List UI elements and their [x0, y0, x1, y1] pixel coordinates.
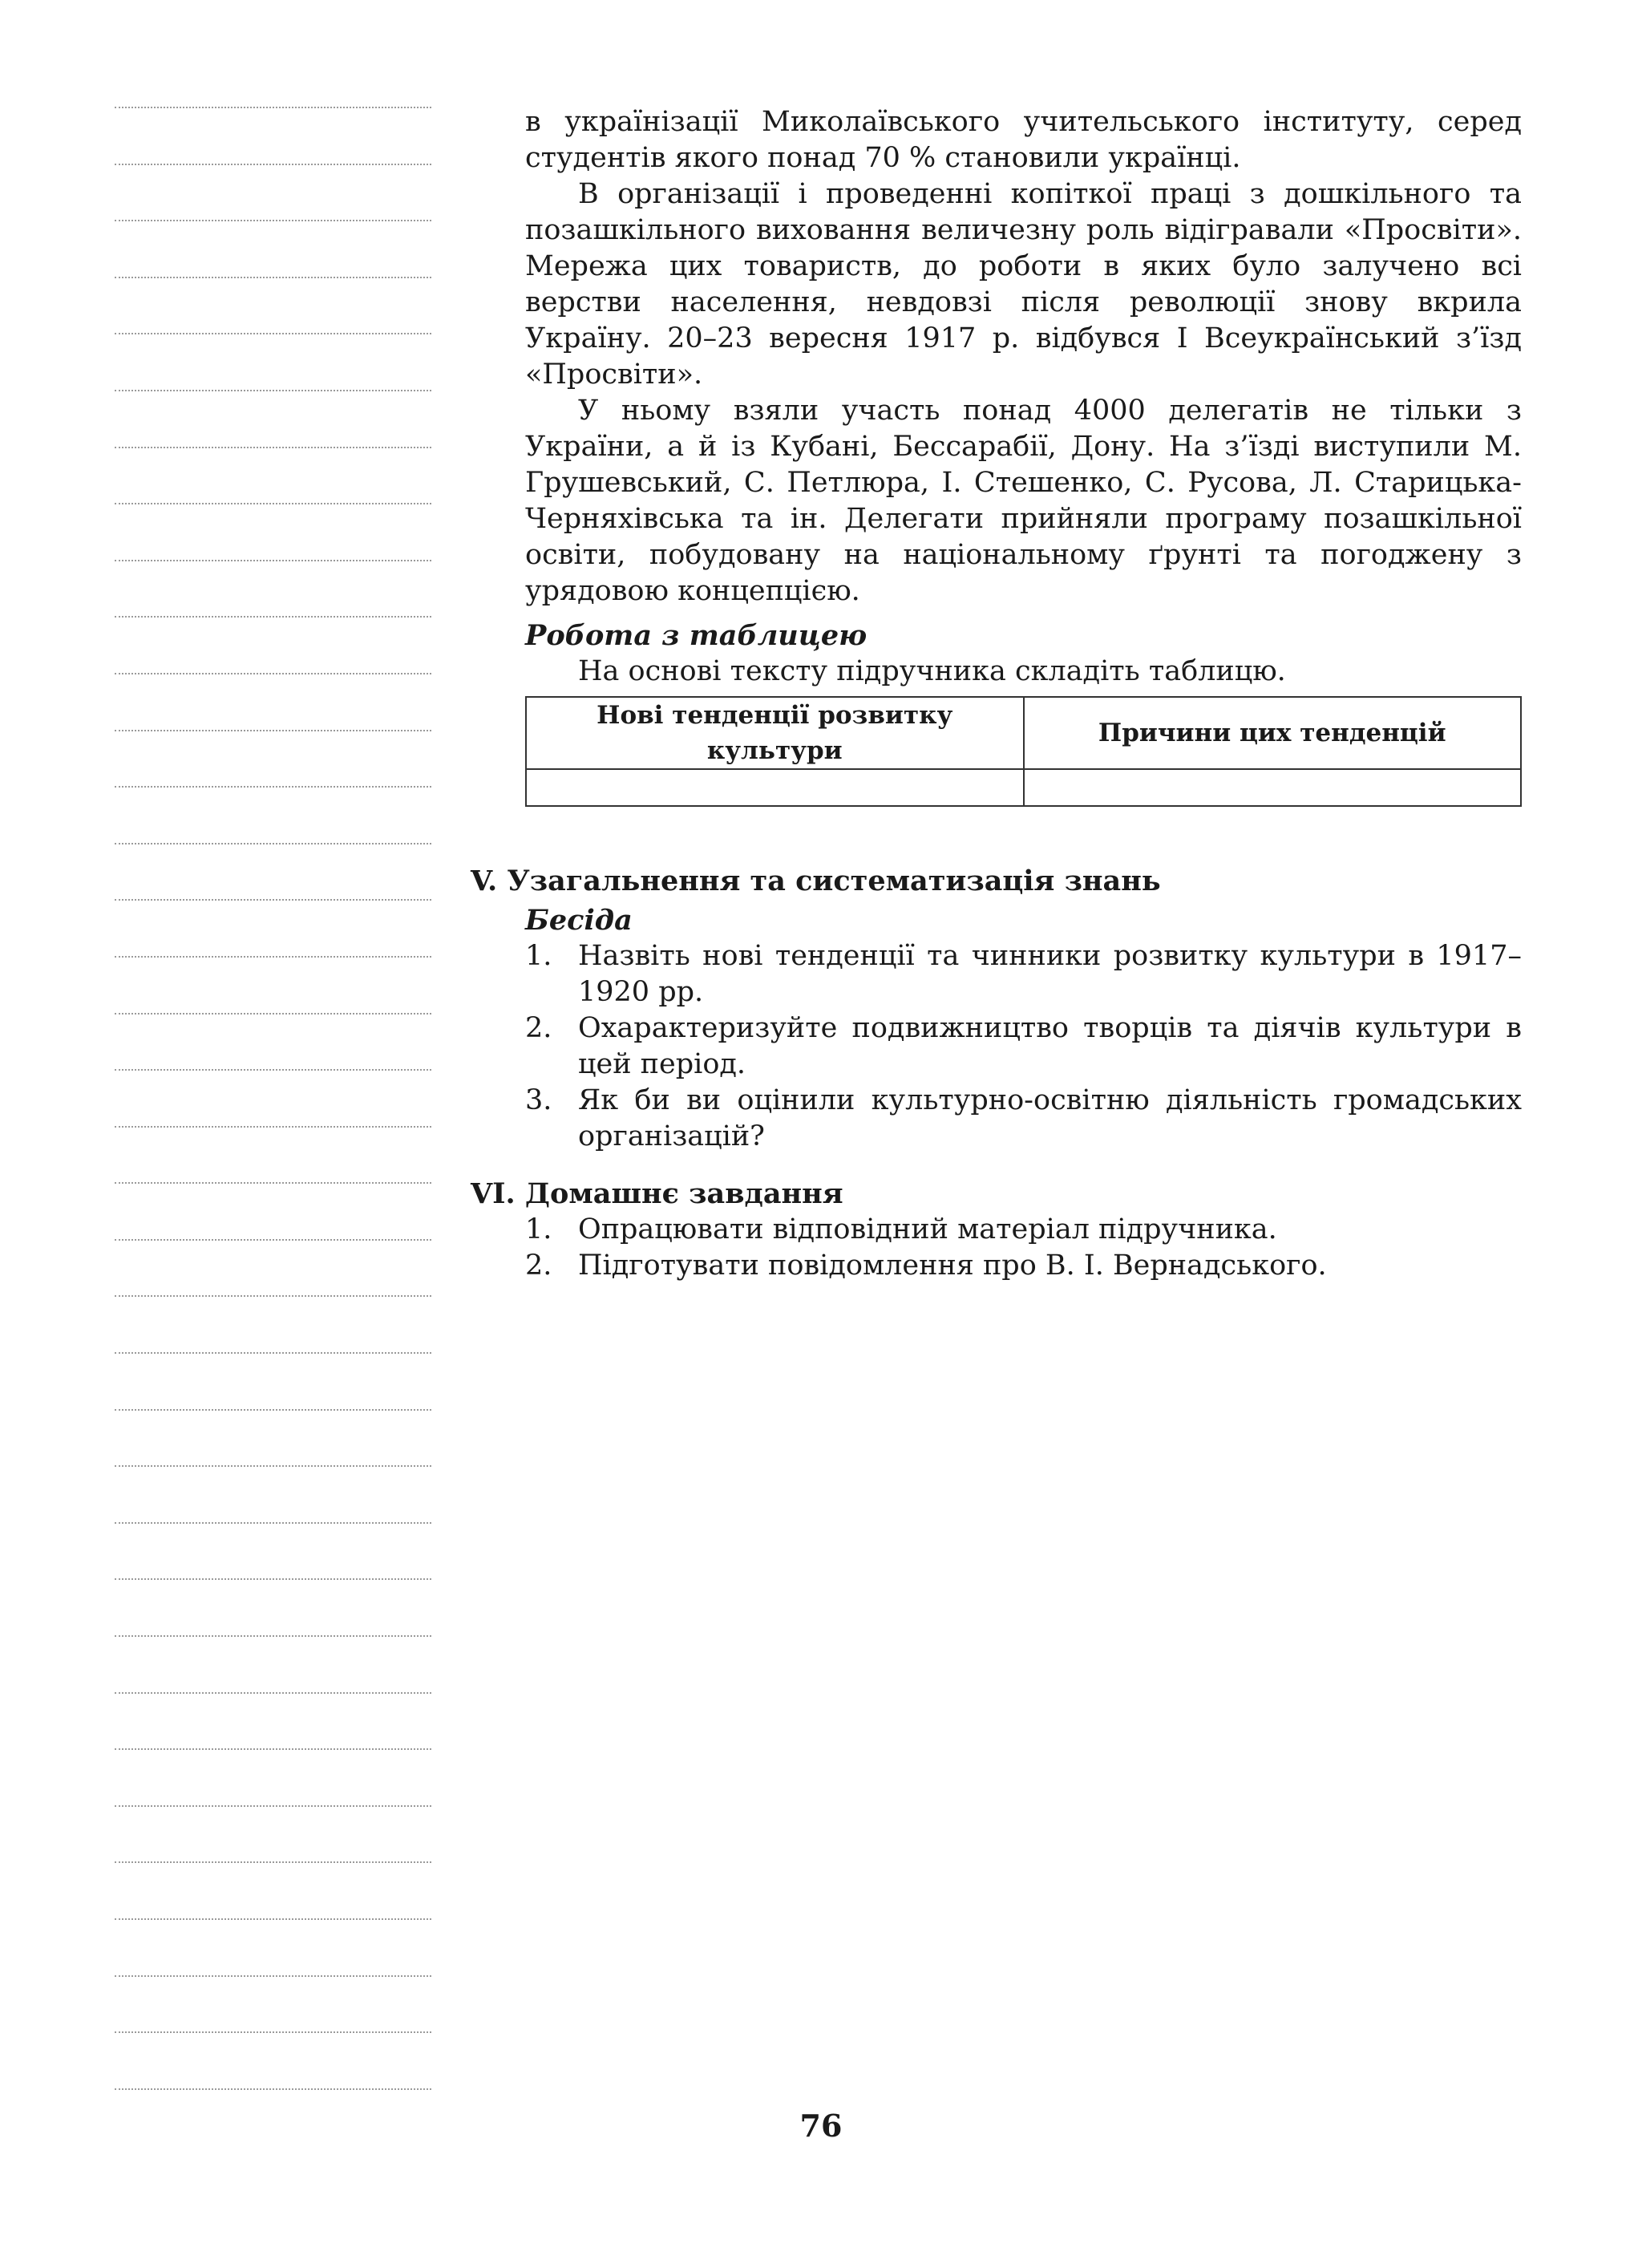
margin-note-line	[115, 1295, 431, 1297]
margin-note-line	[115, 786, 431, 788]
margin-note-line	[115, 1578, 431, 1580]
list-item	[525, 1083, 1522, 1155]
list-item-number: 1.	[525, 1213, 552, 1245]
margin-note-line	[115, 333, 431, 334]
list-item	[525, 1010, 1522, 1083]
margin-note-line	[115, 164, 431, 165]
table-task-instruction: На основі тексту підручника складіть таблицю.	[578, 655, 1286, 687]
list-item-number: 1.	[525, 940, 552, 972]
margin-note-line	[115, 1013, 431, 1015]
list-item	[525, 1248, 1522, 1284]
margin-note-line	[115, 1126, 431, 1128]
margin-note-line	[115, 1861, 431, 1863]
column-header-trends: Нові тенденції розвитку культури	[526, 697, 1024, 769]
margin-note-line	[115, 1692, 431, 1694]
section-5-subheading: Бесіда	[525, 904, 633, 937]
margin-note-line	[115, 277, 431, 278]
margin-note-line	[115, 1748, 431, 1750]
list-item-text: Опрацювати відповідний матеріал підручника.	[578, 1213, 1277, 1245]
margin-note-line	[115, 956, 431, 958]
list-item-text: Охарактеризуйте подвижництво творців та діячів культури в цей період.	[578, 1012, 1522, 1080]
task-table-header-row	[526, 697, 1521, 769]
margin-note-line	[115, 899, 431, 901]
margin-note-line	[115, 1975, 431, 1977]
margin-note-line	[115, 220, 431, 221]
margin-note-line	[115, 843, 431, 844]
page-number: 76	[799, 2108, 843, 2144]
margin-note-line	[115, 560, 431, 561]
list-item-number: 3.	[525, 1084, 552, 1116]
margin-note-line	[115, 1465, 431, 1467]
margin-note-line	[115, 1239, 431, 1241]
list-item-text: Назвіть нові тенденції та чинники розвитку культури в 1917–1920 рр.	[578, 940, 1522, 1008]
margin-note-line	[115, 1182, 431, 1184]
list-item-number: 2.	[525, 1012, 552, 1044]
section-6-title: VI. Домашнє завдання	[471, 1177, 843, 1210]
list-item-text: Підготувати повідомлення про В. І. Вернадського.	[578, 1249, 1327, 1282]
margin-note-line	[115, 1635, 431, 1637]
section-5-title: V. Узагальнення та систематизація знань	[471, 865, 1161, 897]
list-item-number: 2.	[525, 1249, 552, 1282]
margin-note-line	[115, 2031, 431, 2033]
margin-note-line	[115, 1805, 431, 1807]
paragraph-1: в українізації Миколаївського учительського інституту, серед студентів якого понад 70 % становили українці.	[525, 106, 1522, 174]
margin-note-line	[115, 1069, 431, 1071]
margin-note-line	[115, 616, 431, 618]
margin-note-line	[115, 1918, 431, 1920]
paragraph-2: В організації і проведенні копіткої праці з дошкільного та позашкільного виховання величезну роль відігравали «Просвіти». Мережа цих товариств, до роботи в яких було залучено всі верстви населення, невдовзі після революції знову вкрила Україну. 20–23 вересня 1917 р. відбувся І Всеукраїнський з’їзд «Просвіти».	[525, 178, 1522, 391]
margin-note-line	[115, 673, 431, 674]
table-cell-empty	[1024, 769, 1522, 806]
margin-note-line	[115, 1522, 431, 1524]
list-item	[525, 938, 1522, 1010]
page-content	[471, 104, 1522, 1284]
column-header-reasons: Причини цих тенденцій	[1024, 697, 1522, 769]
margin-note-line	[115, 1352, 431, 1354]
list-item	[525, 1212, 1522, 1248]
section-5-questions	[525, 938, 1522, 1155]
margin-note-line	[115, 2088, 431, 2090]
task-table-empty-row	[526, 769, 1521, 806]
table-cell-empty	[526, 769, 1024, 806]
list-item-text: Як би ви оцінили культурно-освітню діяльність громадських організацій?	[578, 1084, 1522, 1152]
margin-note-line	[115, 447, 431, 448]
margin-note-line	[115, 107, 431, 108]
margin-note-line	[115, 1409, 431, 1411]
margin-note-line	[115, 390, 431, 391]
section-6-homework	[525, 1212, 1522, 1284]
margin-note-line	[115, 730, 431, 731]
task-table	[525, 696, 1522, 807]
paragraph-3: У ньому взяли участь понад 4000 делегатів не тільки з України, а й із Кубані, Бессарабії, Дону. На з’їзді виступили М. Грушевський, С. Петлюра, І. Стешенко, С. Русова, Л. Старицька-Черняхівська та ін. Делегати прийняли програму позашкільної освіти, побудовану на національному ґрунті та погоджену з урядовою концепцією.	[525, 395, 1522, 607]
margin-note-line	[115, 503, 431, 504]
table-task-heading: Робота з таблицею	[525, 619, 868, 652]
margin-note-lines	[115, 107, 431, 2144]
